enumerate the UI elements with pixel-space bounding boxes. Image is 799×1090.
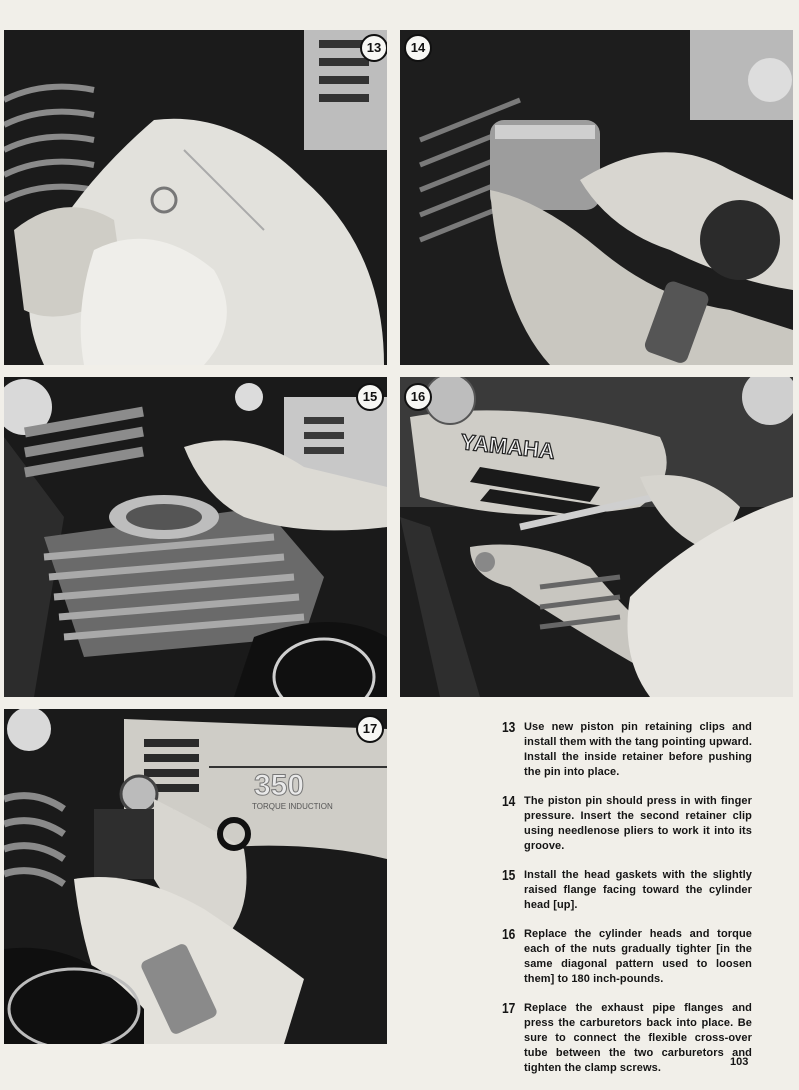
photo-badge-17: 17 bbox=[356, 715, 384, 743]
tank-logo-text: YAMAHA bbox=[459, 429, 557, 464]
photo-16-image bbox=[400, 377, 793, 697]
page-number: 103 bbox=[730, 1056, 749, 1068]
photo-14 bbox=[400, 30, 793, 365]
step-number: 13 bbox=[502, 719, 516, 736]
step-text: The piston pin should press in with finger pressure. Insert the second retainer clip using needlenose pliers to work it into its groove. bbox=[524, 795, 752, 852]
step-number: 15 bbox=[502, 867, 516, 884]
step-14 bbox=[502, 794, 752, 854]
photo-17-image bbox=[4, 709, 387, 1044]
side-cover-subtext: TORQUE INDUCTION bbox=[252, 802, 333, 811]
step-instructions bbox=[502, 720, 752, 1090]
photo-badge-13: 13 bbox=[360, 34, 387, 62]
step-17 bbox=[502, 1001, 752, 1076]
photo-13-image bbox=[4, 30, 387, 365]
photo-17 bbox=[4, 709, 387, 1044]
step-number: 16 bbox=[502, 926, 516, 943]
step-16 bbox=[502, 927, 752, 987]
photo-badge-15: 15 bbox=[356, 383, 384, 411]
photo-15-image bbox=[4, 377, 387, 697]
step-15 bbox=[502, 868, 752, 913]
photo-15 bbox=[4, 377, 387, 697]
step-text: Replace the cylinder heads and torque each of the nuts gradually tighter [in the same diagonal pattern used to loosen them] to 180 inch-pounds. bbox=[524, 928, 752, 985]
photo-14-image bbox=[400, 30, 793, 365]
step-number: 14 bbox=[502, 793, 516, 810]
step-13 bbox=[502, 720, 752, 780]
photo-badge-16: 16 bbox=[404, 383, 432, 411]
step-text: Replace the exhaust pipe flanges and press the carburetors back into place. Be sure to connect the flexible cross-over tube between the two carburetors and tighten the clamp screws. bbox=[524, 1002, 752, 1074]
photo-badge-14: 14 bbox=[404, 34, 432, 62]
step-number: 17 bbox=[502, 1000, 516, 1017]
side-cover-number: 350 bbox=[254, 769, 305, 802]
step-text: Install the head gaskets with the slightly raised flange facing toward the cylinder head [up]. bbox=[524, 869, 752, 911]
step-text: Use new piston pin retaining clips and install them with the tang pointing upward. Install the inside retainer before pushing the pin into place. bbox=[524, 721, 752, 778]
photo-16 bbox=[400, 377, 793, 697]
photo-13 bbox=[4, 30, 387, 365]
